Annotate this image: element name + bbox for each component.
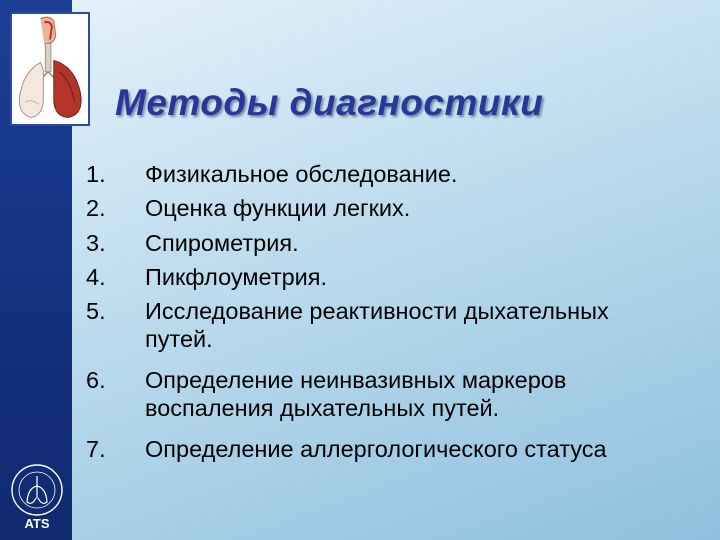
list-item-line: Оценка функции легких. bbox=[145, 195, 411, 221]
list-item-number: 4. bbox=[86, 264, 106, 290]
list-item-line: Определение аллергологического статуса bbox=[145, 436, 607, 462]
list-item-text bbox=[145, 435, 607, 463]
list-item-number: 5. bbox=[86, 298, 106, 324]
list-item-text bbox=[145, 366, 566, 422]
list-item-text bbox=[145, 194, 410, 222]
list-item-line: Определение неинвазивных маркеров bbox=[145, 367, 567, 393]
ats-logo bbox=[8, 462, 66, 534]
ats-logo-text: ATS bbox=[24, 516, 50, 531]
list-item-text bbox=[145, 297, 609, 353]
list-item-line-continued: путей. bbox=[145, 326, 213, 352]
list-item-text bbox=[145, 160, 457, 188]
lungs-icon bbox=[12, 14, 88, 124]
slide-title: Методы диагностики bbox=[115, 82, 544, 123]
list-item-number: 7. bbox=[86, 436, 106, 462]
list-item-line: Исследование реактивности дыхательных bbox=[145, 298, 609, 324]
list-item-number: 6. bbox=[86, 367, 106, 393]
list-item-number: 2. bbox=[86, 195, 106, 221]
list-item-line: Физикальное обследование. bbox=[145, 161, 458, 187]
lungs-illustration bbox=[10, 12, 90, 126]
list-item-line: Спирометрия. bbox=[145, 230, 299, 256]
list-item-text bbox=[145, 263, 327, 291]
list-item-text bbox=[145, 229, 299, 257]
list-item-line-continued: воспаления дыхательных путей. bbox=[145, 395, 500, 421]
list-item-number: 3. bbox=[86, 230, 106, 256]
list-item-number: 1. bbox=[86, 161, 106, 187]
list-item-line: Пикфлоуметрия. bbox=[145, 264, 328, 290]
